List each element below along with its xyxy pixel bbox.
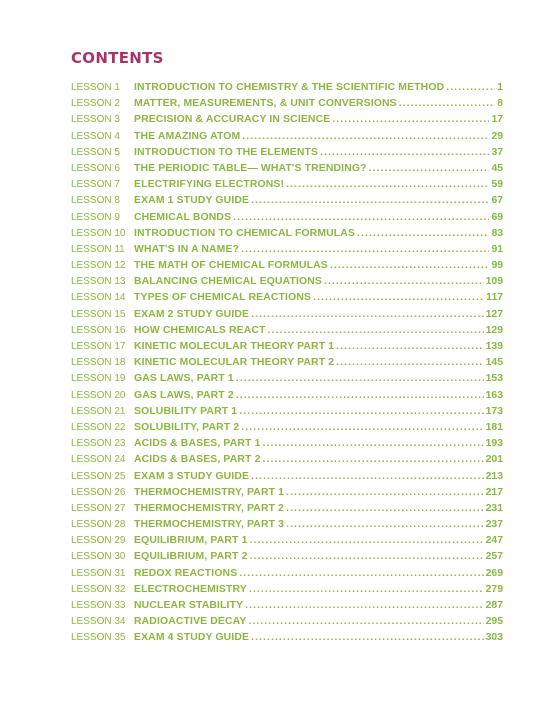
toc-entry[interactable] — [71, 307, 503, 323]
dot-leader — [320, 145, 489, 161]
lesson-title: ELECTROCHEMISTRY — [134, 583, 247, 595]
lesson-title: THERMOCHEMISTRY, PART 2 — [134, 502, 285, 514]
page-number: 59 — [491, 179, 503, 191]
dot-leader — [239, 566, 483, 582]
dot-leader — [242, 129, 489, 145]
page-number: 67 — [491, 195, 503, 207]
lesson-title: RADIOACTIVE DECAY — [134, 616, 247, 628]
page-number: 287 — [485, 600, 503, 611]
page-number: 69 — [491, 211, 503, 223]
toc-entry[interactable] — [71, 355, 503, 371]
lesson-number: LESSON 31 — [71, 567, 126, 579]
dot-leader — [268, 323, 484, 339]
lesson-number: LESSON 6 — [71, 162, 120, 174]
lesson-number: LESSON 11 — [71, 243, 125, 255]
lesson-number: LESSON 24 — [71, 454, 126, 466]
lesson-title: EXAM 2 STUDY GUIDE — [134, 308, 250, 320]
lesson-number: LESSON 16 — [71, 324, 126, 336]
page-number: 237 — [485, 519, 503, 531]
lesson-number: LESSON 25 — [71, 470, 126, 482]
toc-entry[interactable] — [71, 469, 503, 485]
lesson-number: LESSON 5 — [71, 146, 120, 158]
lesson-title: SOLUBILITY, PART 2 — [134, 421, 240, 433]
page-number: 213 — [485, 470, 503, 482]
page-number: 99 — [491, 260, 503, 272]
page-number: 139 — [485, 341, 503, 352]
toc-entry[interactable] — [71, 598, 503, 614]
dot-leader — [251, 193, 489, 209]
lesson-number: LESSON 2 — [71, 98, 120, 110]
lesson-title: INTRODUCTION TO THE ELEMENTS — [134, 146, 319, 158]
lesson-title: THE PERIODIC TABLE— WHAT'S TRENDING? — [134, 162, 367, 174]
toc-entry[interactable] — [71, 404, 503, 420]
toc-entry[interactable] — [71, 145, 503, 161]
toc-entry[interactable] — [71, 566, 503, 582]
page-number: 83 — [491, 227, 503, 239]
lesson-number: LESSON 20 — [71, 389, 126, 401]
page-number: 37 — [491, 146, 503, 158]
page-number: 295 — [485, 616, 503, 628]
dot-leader — [286, 501, 484, 517]
page-number: 129 — [485, 324, 503, 336]
toc-entry[interactable] — [71, 96, 503, 112]
lesson-number: LESSON 7 — [71, 179, 120, 191]
dot-leader — [251, 630, 484, 646]
toc-entry[interactable] — [71, 323, 503, 339]
lesson-title: TYPES OF CHEMICAL REACTIONS — [134, 292, 312, 304]
lesson-title: INTRODUCTION TO CHEMICAL FORMULAS — [134, 227, 356, 239]
page-number: 8 — [497, 98, 503, 110]
page-number: 145 — [485, 357, 503, 369]
page-number: 1 — [497, 82, 503, 93]
dot-leader — [357, 226, 489, 242]
dot-leader — [239, 404, 483, 420]
page-number: 303 — [485, 632, 503, 644]
lesson-title: GAS LAWS, PART 2 — [134, 389, 234, 401]
toc-entry[interactable] — [71, 420, 503, 436]
page-number: 29 — [491, 130, 503, 142]
dot-leader — [263, 436, 484, 452]
toc-entry[interactable] — [71, 630, 503, 646]
toc-entry[interactable] — [71, 582, 503, 598]
dot-leader — [399, 96, 496, 112]
lesson-title: ACIDS & BASES, PART 1 — [134, 438, 261, 450]
dot-leader — [236, 388, 484, 404]
lesson-number: LESSON 35 — [71, 632, 126, 644]
dot-leader — [236, 371, 484, 387]
lesson-title: KINETIC MOLECULAR THEORY PART 2 — [134, 357, 335, 369]
toc-entry[interactable] — [71, 614, 503, 630]
lesson-number: LESSON 21 — [71, 405, 126, 417]
dot-leader — [263, 452, 484, 468]
toc-entry[interactable] — [71, 290, 503, 306]
dot-leader — [324, 274, 484, 290]
page-number: 201 — [485, 454, 503, 466]
lesson-title: BALANCING CHEMICAL EQUATIONS — [134, 276, 322, 288]
page-number: 173 — [485, 405, 503, 417]
lesson-title: EQUILIBRIUM, PART 2 — [134, 551, 248, 563]
lesson-title: REDOX REACTIONS — [134, 567, 238, 579]
toc-entry[interactable] — [71, 485, 503, 501]
toc-entry[interactable] — [71, 533, 503, 549]
table-of-contents — [71, 80, 503, 647]
dot-leader — [251, 307, 484, 323]
lesson-number: LESSON 4 — [71, 130, 120, 142]
toc-entry[interactable] — [71, 549, 503, 565]
contents-heading: CONTENTS — [71, 49, 164, 67]
lesson-title: THERMOCHEMISTRY, PART 1 — [134, 486, 285, 498]
lesson-number: LESSON 28 — [71, 519, 126, 531]
page-number: 127 — [485, 308, 503, 320]
dot-leader — [446, 80, 495, 96]
page-number: 231 — [485, 502, 503, 514]
dot-leader — [336, 355, 484, 371]
lesson-title: HOW CHEMICALS REACT — [134, 324, 266, 336]
dot-leader — [249, 582, 484, 598]
lesson-title: ACIDS & BASES, PART 2 — [134, 454, 261, 466]
dot-leader — [286, 177, 489, 193]
page-number: 247 — [485, 535, 503, 547]
toc-entry[interactable] — [71, 452, 503, 468]
toc-entry[interactable] — [71, 436, 503, 452]
dot-leader — [336, 339, 484, 355]
lesson-number: LESSON 12 — [71, 260, 126, 272]
lesson-title: THE AMAZING ATOM — [134, 130, 241, 142]
lesson-number: LESSON 22 — [71, 421, 126, 433]
toc-entry[interactable] — [71, 80, 503, 96]
lesson-number: LESSON 10 — [71, 227, 126, 239]
page-number: 91 — [491, 243, 503, 255]
toc-entry[interactable] — [71, 242, 503, 258]
page-number: 257 — [485, 551, 503, 563]
dot-leader — [248, 614, 483, 630]
lesson-number: LESSON 3 — [71, 114, 120, 126]
page-number: 153 — [485, 373, 503, 385]
page-number: 45 — [491, 162, 503, 174]
toc-entry[interactable] — [71, 517, 503, 533]
toc-entry[interactable] — [71, 339, 503, 355]
lesson-title: CHEMICAL BONDS — [134, 211, 232, 223]
page-number: 269 — [485, 567, 503, 579]
page-number: 279 — [485, 583, 503, 595]
lesson-title: WHAT'S IN A NAME? — [134, 243, 240, 255]
lesson-title: PRECISION & ACCURACY IN SCIENCE — [134, 114, 331, 126]
dot-leader — [250, 549, 484, 565]
lesson-number: LESSON 1 — [71, 82, 120, 93]
page-number: 117 — [486, 292, 503, 304]
lesson-number: LESSON 26 — [71, 486, 126, 498]
lesson-title: NUCLEAR STABILITY — [134, 600, 244, 611]
page-number: 181 — [485, 421, 503, 433]
lesson-number: LESSON 15 — [71, 308, 126, 320]
dot-leader — [286, 517, 484, 533]
toc-entry[interactable] — [71, 193, 503, 209]
lesson-title: EXAM 4 STUDY GUIDE — [134, 632, 250, 644]
lesson-title: THERMOCHEMISTRY, PART 3 — [134, 519, 285, 531]
lesson-number: LESSON 8 — [71, 195, 120, 207]
toc-entry[interactable] — [71, 226, 503, 242]
lesson-title: EQUILIBRIUM, PART 1 — [134, 535, 248, 547]
lesson-number: LESSON 27 — [71, 502, 126, 514]
lesson-title: ELECTRIFYING ELECTRONS! — [134, 179, 285, 191]
dot-leader — [245, 598, 484, 614]
toc-entry[interactable] — [71, 388, 503, 404]
page-number: 109 — [485, 276, 503, 288]
toc-entry[interactable] — [71, 161, 503, 177]
lesson-title: MATTER, MEASUREMENTS, & UNIT CONVERSIONS — [134, 98, 397, 110]
toc-entry[interactable] — [71, 274, 503, 290]
lesson-title: INTRODUCTION TO CHEMISTRY & THE SCIENTIFIC METHOD — [134, 82, 445, 93]
lesson-number: LESSON 33 — [71, 600, 126, 611]
lesson-number: LESSON 9 — [71, 211, 120, 223]
page-number: 217 — [485, 486, 503, 498]
lesson-number: LESSON 14 — [71, 292, 126, 304]
lesson-number: LESSON 34 — [71, 616, 126, 628]
lesson-title: EXAM 1 STUDY GUIDE — [134, 195, 250, 207]
dot-leader — [332, 112, 489, 128]
dot-leader — [241, 420, 483, 436]
dot-leader — [330, 258, 490, 274]
lesson-title: SOLUBILITY PART 1 — [134, 405, 238, 417]
dot-leader — [250, 533, 484, 549]
toc-entry[interactable] — [71, 210, 503, 226]
lesson-number: LESSON 32 — [71, 583, 126, 595]
lesson-number: LESSON 17 — [71, 341, 126, 352]
dot-leader — [233, 210, 489, 226]
lesson-number: LESSON 18 — [71, 357, 126, 369]
page-number: 163 — [485, 389, 503, 401]
dot-leader — [369, 161, 490, 177]
dot-leader — [313, 290, 484, 306]
toc-entry[interactable] — [71, 371, 503, 387]
lesson-number: LESSON 29 — [71, 535, 126, 547]
lesson-number: LESSON 23 — [71, 438, 126, 450]
lesson-title: THE MATH OF CHEMICAL FORMULAS — [134, 260, 328, 272]
lesson-title: KINETIC MOLECULAR THEORY PART 1 — [134, 341, 335, 352]
toc-entry[interactable] — [71, 501, 503, 517]
lesson-number: LESSON 13 — [71, 276, 126, 288]
dot-leader — [241, 242, 489, 258]
lesson-title: EXAM 3 STUDY GUIDE — [134, 470, 250, 482]
page-number: 193 — [485, 438, 503, 450]
page-number: 17 — [491, 114, 503, 126]
dot-leader — [251, 469, 484, 485]
lesson-title: GAS LAWS, PART 1 — [134, 373, 234, 385]
lesson-number: LESSON 19 — [71, 373, 126, 385]
dot-leader — [286, 485, 484, 501]
lesson-number: LESSON 30 — [71, 551, 126, 563]
toc-entry[interactable] — [71, 129, 503, 145]
toc-entry[interactable] — [71, 258, 503, 274]
toc-entry[interactable] — [71, 112, 503, 128]
toc-entry[interactable] — [71, 177, 503, 193]
